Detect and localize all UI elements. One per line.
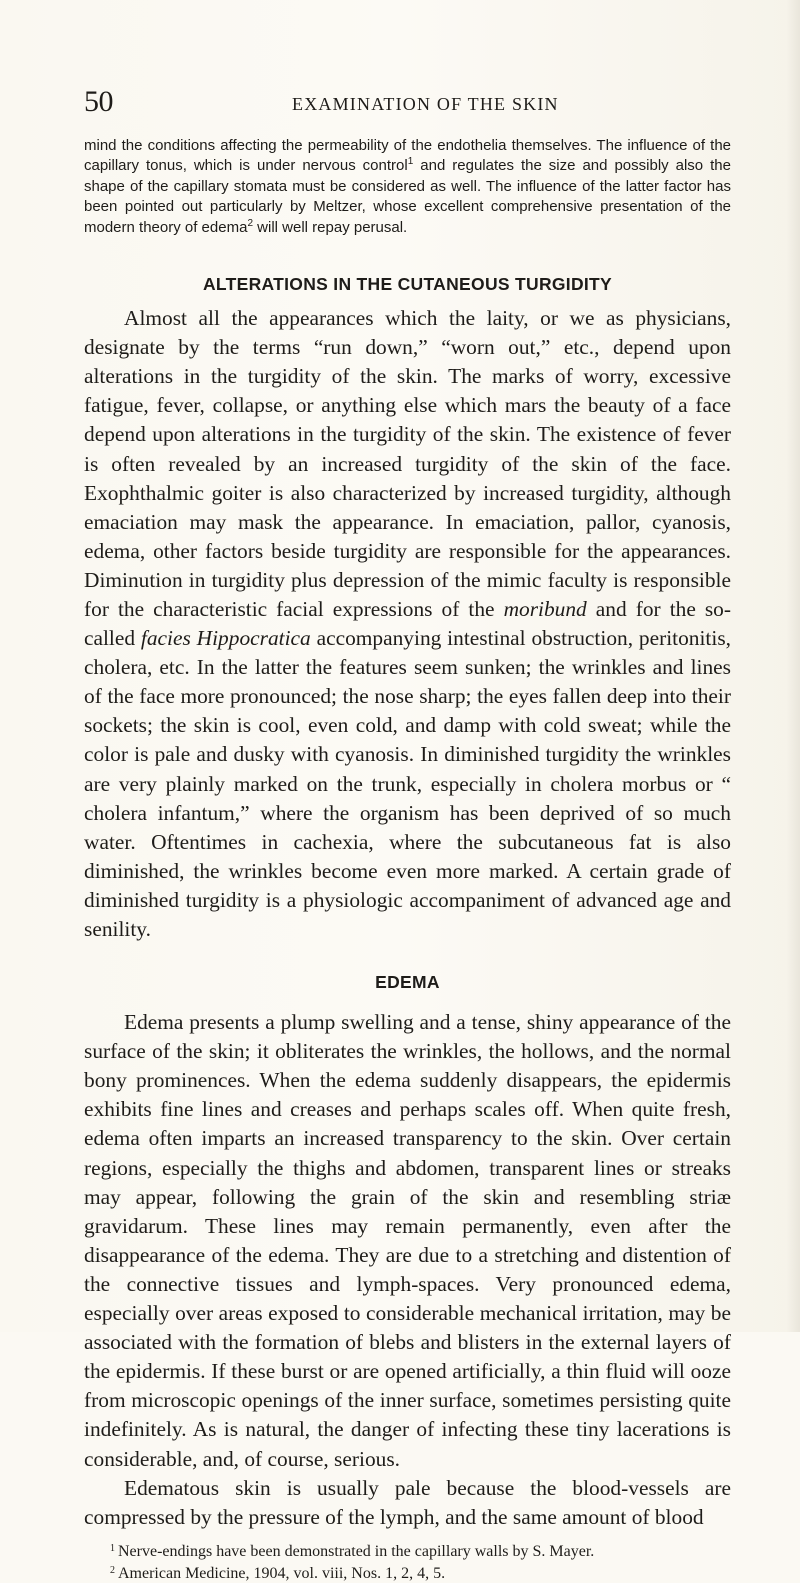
footnote-mark: 2 (110, 1564, 115, 1576)
intro-text-1: mind the conditions affecting the permeability of the endothelia themselves. The influence of the capillary tonus, which is under nervous control (84, 137, 731, 175)
edema-paragraph-1: Edema presents a plump swelling and a tense, shiny appearance of the surface of the skin; it obliterates the wrinkles, the hollows, and the normal bony prominences. When the edema suddenly disappears, the epidermis exhibits fine lines and creases and perhaps scales off. When quite fresh, edema often imparts an increased transparency to the skin. Over certain regions, especially the thighs and abdomen, transparent lines or streaks may appear, following the grain of the skin and resembling striæ gravidarum. These lines may remain permanently, even after the disappearance of the edema. They are due to a stretching and distention of the connective tissues and lymph-spaces. Very pronounced edema, especially over areas exposed to considerable mechanical irritation, may be associated with the formation of blebs and blisters in the external layers of the epidermis. If these burst or are opened artificially, a thin fluid will ooze from microscopic openings of the inner surface, sometimes persisting quite indefinitely. As is natural, the danger of infecting these tiny lacerations is considerable, and, of course, serious. (84, 1010, 731, 1471)
footnote-2 (84, 1561, 731, 1583)
facies-hippocratica-term: facies Hippocratica (140, 626, 311, 651)
page-content (84, 136, 731, 1583)
turgidity-text-a: Almost all the appearances which the laity, or we as physicians, designate by the terms “run down,” “worn out,” etc., depend upon alterations in the turgidity of the skin. The marks of worry, excessive fatigue, fever, collapse, or anything else which mars the beauty of a face depend upon alterations in the turgidity of the skin. The existence of fever is often revealed by an increased turgidity of the skin of the face. Exophthalmic goiter is also characterized by increased turgidity, although emaciation may mask the appearance. In emaciation, pallor, cyanosis, edema, other factors beside turgidity are responsible for the appearances. Diminution in turgidity plus depression of the mimic faculty is responsible for the characteristic facial expressions of the (84, 306, 731, 621)
footnote-mark: 1 (110, 1542, 115, 1554)
turgidity-paragraph (84, 304, 731, 944)
page-header (0, 84, 800, 120)
footnote-ref-1: 1 (407, 156, 414, 168)
footnote-ref-2: 2 (247, 217, 253, 229)
footnote-text: American Medicine, 1904, vol. viii, Nos. 1, 2, 4, 5. (118, 1564, 446, 1582)
moribund-term: moribund (503, 596, 587, 621)
running-head: EXAMINATION OF THE SKIN (292, 94, 559, 114)
page-number: 50 (84, 85, 113, 118)
intro-text-2: and regulates the size and possibly also the shape of the capillary stomata must be considered as well. The influence of the latter factor has been pointed out particularly by Meltzer, whose excellent comprehensive presentation of the modern theory of edema (84, 157, 731, 236)
turgidity-text-b: and for the so-called (84, 596, 731, 651)
turgidity-text-c: accompanying intestinal obstruction, peritonitis, cholera, etc. In the latter the features seem sunken; the wrinkles and lines of the face more pronounced; the nose sharp; the eyes fallen deep into their sockets; the skin is cool, even cold, and damp with cold sweat; while the color is pale and dusky with cyanosis. In diminished turgidity the wrinkles are very plainly marked on the trunk, especially in cholera morbus or “ cholera infantum,” where the organism has been deprived of so much water. Oftentimes in cachexia, where the subcutaneous fat is also diminished, the wrinkles become even more marked. A certain grade of diminished turgidity is a physiologic accompaniment of advanced age and senility. (84, 626, 731, 941)
footnote-1 (84, 1539, 731, 1561)
footnote-text: Nerve-endings have been demonstrated in the capillary walls by S. Mayer. (118, 1542, 595, 1560)
section-heading-turgidity: ALTERATIONS IN THE CUTANEOUS TURGIDITY (202, 274, 613, 295)
intro-text-3: will well repay perusal. (253, 218, 408, 236)
edema-paragraph-2: Edematous skin is usually pale because the blood-vessels are compressed by the pressure of the lymph, and the same amount of blood (84, 1475, 731, 1529)
intro-paragraph (84, 136, 731, 238)
section-heading-edema: EDEMA (375, 972, 440, 993)
footnotes (84, 1539, 731, 1583)
